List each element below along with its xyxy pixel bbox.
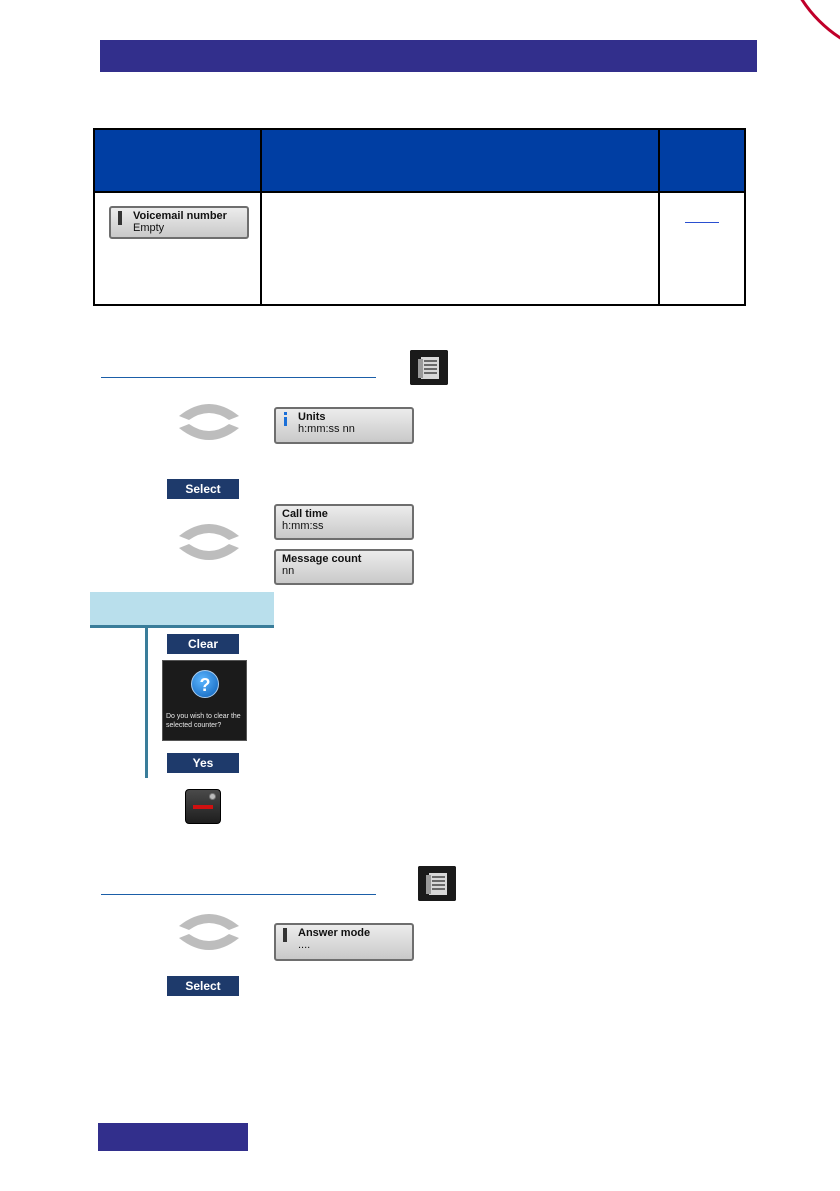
clear-button[interactable]: Clear bbox=[167, 634, 239, 654]
menu-book-icon bbox=[410, 350, 448, 385]
voicemail-screen bbox=[109, 206, 249, 239]
info-icon bbox=[282, 412, 288, 426]
select-button[interactable]: Select bbox=[167, 976, 239, 996]
call-time-screen bbox=[274, 504, 414, 540]
handset-icon bbox=[282, 928, 288, 942]
navigation-key-icon[interactable] bbox=[177, 908, 241, 956]
table-header-cell bbox=[261, 129, 659, 192]
header-bar bbox=[100, 40, 757, 72]
table-cell-link bbox=[659, 192, 745, 305]
end-key-led bbox=[193, 805, 213, 809]
units-screen bbox=[274, 407, 414, 444]
info-table bbox=[93, 128, 746, 306]
yes-button[interactable]: Yes bbox=[167, 753, 239, 773]
page-corner-arc bbox=[780, 0, 840, 60]
table-header-row bbox=[94, 129, 745, 192]
table-cell-description bbox=[261, 192, 659, 305]
section-divider bbox=[101, 377, 376, 378]
table-header-cell bbox=[94, 129, 261, 192]
screen-value: .... bbox=[298, 939, 311, 951]
table-row bbox=[94, 192, 745, 305]
select-button[interactable]: Select bbox=[167, 479, 239, 499]
note-tab bbox=[90, 592, 274, 628]
answer-mode-screen bbox=[274, 923, 414, 961]
message-count-screen bbox=[274, 549, 414, 585]
menu-book-icon bbox=[418, 866, 456, 901]
screen-value: h:mm:ss bbox=[282, 520, 324, 532]
handset-icon bbox=[117, 211, 123, 225]
screen-title: Units bbox=[298, 411, 326, 423]
screen-title: Voicemail number bbox=[133, 210, 227, 222]
question-icon: ? bbox=[191, 670, 219, 698]
screen-title: Answer mode bbox=[298, 927, 371, 939]
screen-value: nn bbox=[282, 565, 295, 577]
note-side-rule bbox=[145, 628, 148, 778]
screen-value: Empty bbox=[133, 222, 165, 234]
page-link[interactable] bbox=[685, 222, 719, 223]
end-call-key-icon[interactable] bbox=[185, 789, 221, 824]
end-key-dot bbox=[209, 793, 216, 800]
section-divider bbox=[101, 894, 376, 895]
navigation-key-icon[interactable] bbox=[177, 398, 241, 446]
table-cell-display bbox=[94, 192, 261, 305]
footer-bar bbox=[98, 1123, 248, 1151]
screen-value: h:mm:ss nn bbox=[298, 423, 355, 435]
screen-title: Call time bbox=[282, 508, 328, 520]
navigation-key-icon[interactable] bbox=[177, 518, 241, 566]
screen-title: Message count bbox=[282, 553, 362, 565]
dialog-message: Do you wish to clear the selected counter? bbox=[166, 713, 241, 729]
table-header-cell bbox=[659, 129, 745, 192]
clear-confirm-dialog bbox=[162, 660, 247, 741]
